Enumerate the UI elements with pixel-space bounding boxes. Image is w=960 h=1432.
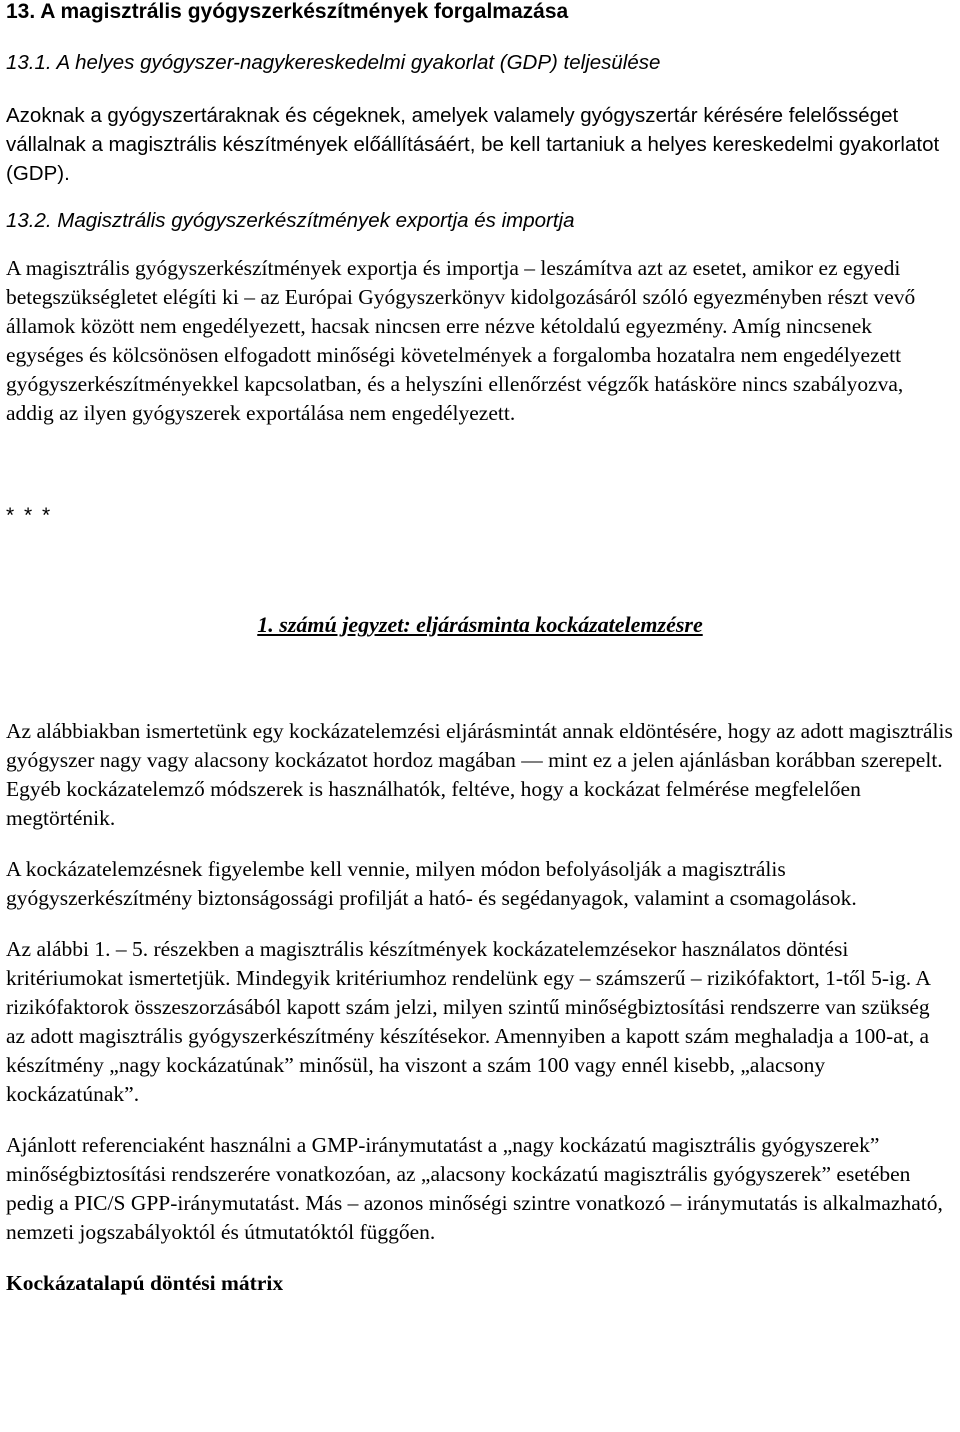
export-import-paragraph: A magisztrális gyógyszerkészítmények exportja és importja – leszámítva azt az esetet, amikor ez egyedi betegszükségletet elégíti ki – az Európai Gyógyszerkönyv kidolgozásáról szóló egyezményben részt vevő államok között nem engedélyezett, hacsak nincsen erre nézve kétoldalú egyezmény. Amíg nincsenek egységes és kölcsönösen elfogadott minőségi követelmények a forgalomba hozatalra nem engedélyezett gyógyszerkészítményekkel kapcsolatban, és a helyszíni ellenőrzést végzők hatásköre nincs szabályozva, addig az ilyen gyógyszerek exportálása nem engedélyezett. bbox=[6, 256, 916, 425]
note-paragraph: Az alábbiakban ismertetünk egy kockázatelemzési eljárásmintát annak eldöntésére, hogy az adott magisztrális gyógyszer nagy vagy alacsony kockázatot hordoz magában — mint ez a jelen ajánlásban korábban szerepelt. Egyéb kockázatelemző módszerek is használhatók, feltéve, hogy a kockázat felmérése megfelelően megtörténik. bbox=[6, 719, 953, 830]
subsection-heading-export-import: 13.2. Magisztrális gyógyszerkészítmények exportja és importja bbox=[6, 209, 575, 232]
risk-matrix-heading: Kockázatalapú döntési mátrix bbox=[6, 1271, 284, 1295]
note-title: 1. számú jegyzet: eljárásminta kockázatelemzésre bbox=[257, 612, 703, 637]
note-paragraph: Ajánlott referenciaként használni a GMP-iránymutatást a „nagy kockázatú magisztrális gyógyszerek” minőségbiztosítási rendszerére vonatkozóan, az „alacsony kockázatú magisztrális gyógyszerek” esetében pedig a PIC/S GPP-iránymutatást. Más – azonos minőségi szintre vonatkozó – iránymutatás is alkalmazható, nemzeti jogszabályoktól és útmutatóktól függően. bbox=[6, 1133, 943, 1244]
note-paragraph: Az alábbi 1. – 5. részekben a magisztrális készítmények kockázatelemzésekor használatos döntési kritériumokat ismertetjük. Mindegyik kritériumhoz rendelünk egy – számszerű – rizikófaktort, 1-től 5-ig. A rizikófaktorok összeszorzásából kapott szám jelzi, milyen szintű minőségbiztosítási rendszerre van szükség az adott magisztrális gyógyszerkészítmény készítésekor. Amennyiben a kapott szám meghaladja a 100-at, a készítmény „nagy kockázatúnak” minősül, ha viszont a szám 100 vagy ennél kisebb, „alacsony kockázatúnak”. bbox=[6, 937, 930, 1106]
note-paragraph: A kockázatelemzésnek figyelembe kell vennie, milyen módon befolyásolják a magisztrális gyógyszerkészítmény biztonságossági profilját a ható- és segédanyagok, valamint a csomagolások. bbox=[6, 857, 857, 910]
section-heading: 13. A magisztrális gyógyszerkészítmények forgalmazása bbox=[6, 0, 569, 23]
gdp-paragraph: Azoknak a gyógyszertáraknak és cégeknek, amelyek valamely gyógyszertár kérésére felelősséget vállalnak a magisztrális készítmények előállításáért, be kell tartaniuk a helyes kereskedelmi gyakorlatot (GDP). bbox=[6, 104, 940, 185]
subsection-heading-gdp: 13.1. A helyes gyógyszer-nagykereskedelmi gyakorlat (GDP) teljesülése bbox=[6, 51, 661, 74]
section-separator: * * * bbox=[6, 504, 53, 527]
